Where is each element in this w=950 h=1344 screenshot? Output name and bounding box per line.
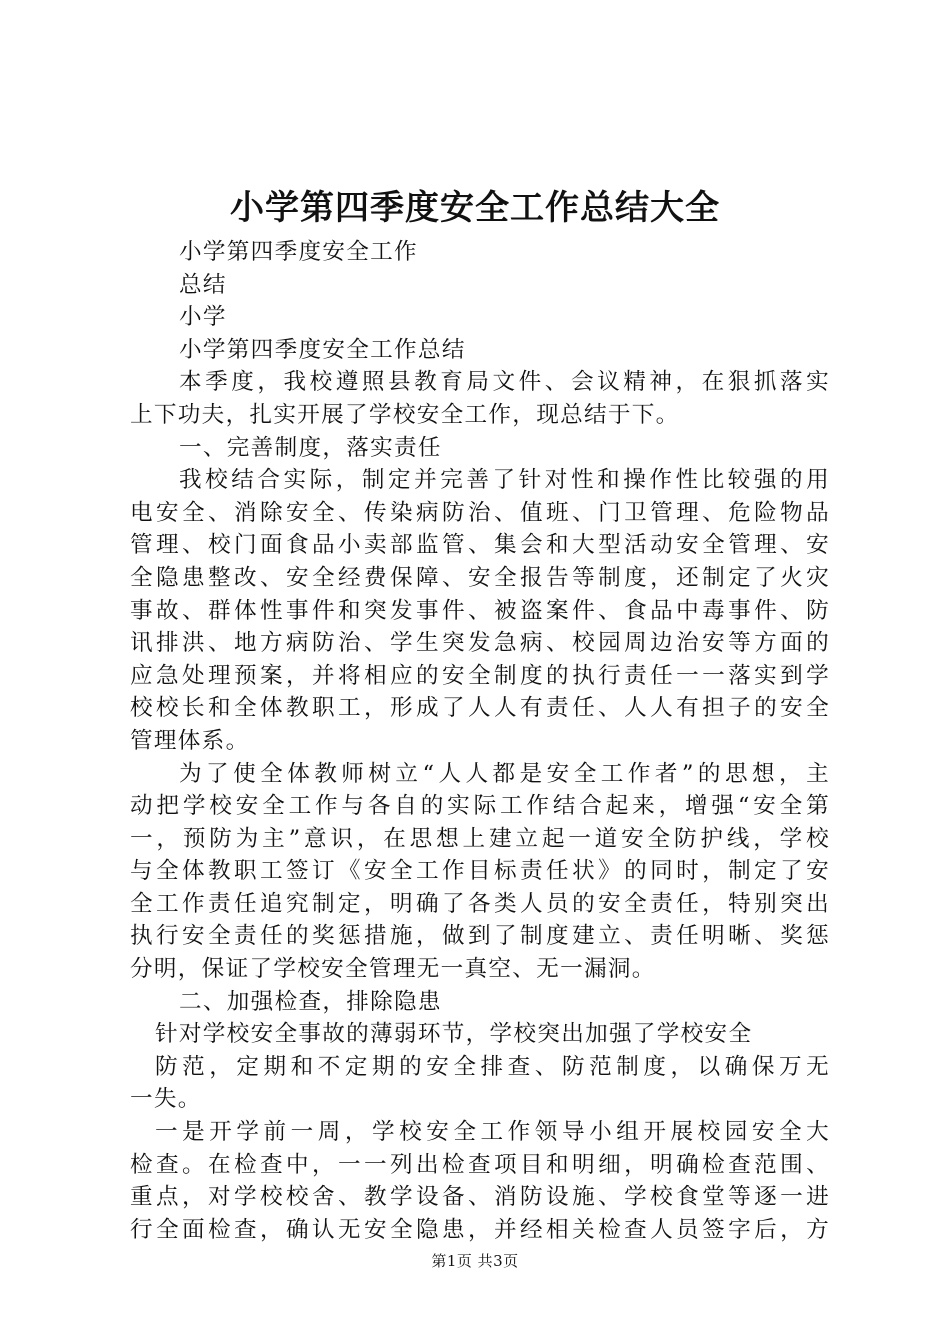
document-body (130, 236, 830, 1246)
text-line: 分明，保证了学校安全管理无一真空、无一漏洞。 (130, 956, 656, 983)
text-line: 管理体系。 (130, 727, 250, 754)
text-line: 讯排洪、地方病防治、学生突发急病、校园周边治安等方面的 (130, 630, 830, 657)
text-line: 执行安全责任的奖惩措施，做到了制度建立、责任明晰、奖惩 (130, 923, 830, 950)
text-line: 管理、校门面食品小卖部监管、集会和大型活动安全管理、安 (130, 532, 830, 559)
text-line: 事故、群体性事件和突发事件、被盗案件、食品中毒事件、防 (130, 597, 830, 624)
text-line: 检查。在检查中，一一列出检查项目和明细，明确检查范围、 (130, 1151, 830, 1178)
text-line: 针对学校安全事故的薄弱环节，学校突出加强了学校安全 (155, 1021, 753, 1048)
text-line: 我校结合实际，制定并完善了针对性和操作性比较强的用 (179, 467, 830, 494)
section-heading: 一、完善制度，落实责任 (179, 434, 442, 461)
text-line: 一，预防为主”意识，在思想上建立起一道安全防护线，学校 (130, 825, 830, 852)
text-line: 应急处理预案，并将相应的安全制度的执行责任一一落实到学 (130, 662, 830, 689)
text-line: 小学 (179, 304, 227, 331)
text-line: 小学第四季度安全工作总结 (179, 336, 466, 363)
text-line: 总结 (179, 271, 227, 298)
text-line: 上下功夫，扎实开展了学校安全工作，现总结于下。 (130, 401, 680, 428)
text-line: 动把学校安全工作与各自的实际工作结合起来，增强“安全第 (130, 793, 830, 820)
text-line: 一失。 (130, 1086, 202, 1113)
text-line: 为了使全体教师树立“人人都是安全工作者”的思想，主 (179, 760, 830, 787)
text-line: 本季度，我校遵照县教育局文件、会议精神，在狠抓落实 (179, 369, 830, 396)
text-line: 与全体教职工签订《安全工作目标责任状》的同时，制定了安 (130, 858, 830, 885)
text-line: 小学第四季度安全工作 (179, 239, 418, 265)
text-line: 校校长和全体教职工，形成了人人有责任、人人有担子的安全 (130, 695, 830, 722)
document-title: 小学第四季度安全工作总结大全 (230, 188, 720, 228)
text-line: 防范，定期和不定期的安全排查、防范制度，以确保万无 (155, 1053, 830, 1080)
text-line: 全隐患整改、安全经费保障、安全报告等制度，还制定了火灾 (130, 564, 830, 591)
text-line: 全工作责任追究制定，明确了各类人员的安全责任，特别突出 (130, 890, 830, 917)
text-line: 一是开学前一周，学校安全工作领导小组开展校园安全大 (155, 1119, 830, 1146)
text-line: 电安全、消除安全、传染病防治、值班、门卫管理、危险物品 (130, 499, 830, 526)
text-line: 重点，对学校校舍、教学设备、消防设施、学校食堂等逐一进 (130, 1184, 830, 1211)
section-heading: 二、加强检查，排除隐患 (179, 988, 442, 1015)
text-line: 行全面检查，确认无安全隐患，并经相关检查人员签字后，方 (130, 1216, 830, 1243)
page-footer: 第1页 共3页 (431, 1252, 519, 1270)
